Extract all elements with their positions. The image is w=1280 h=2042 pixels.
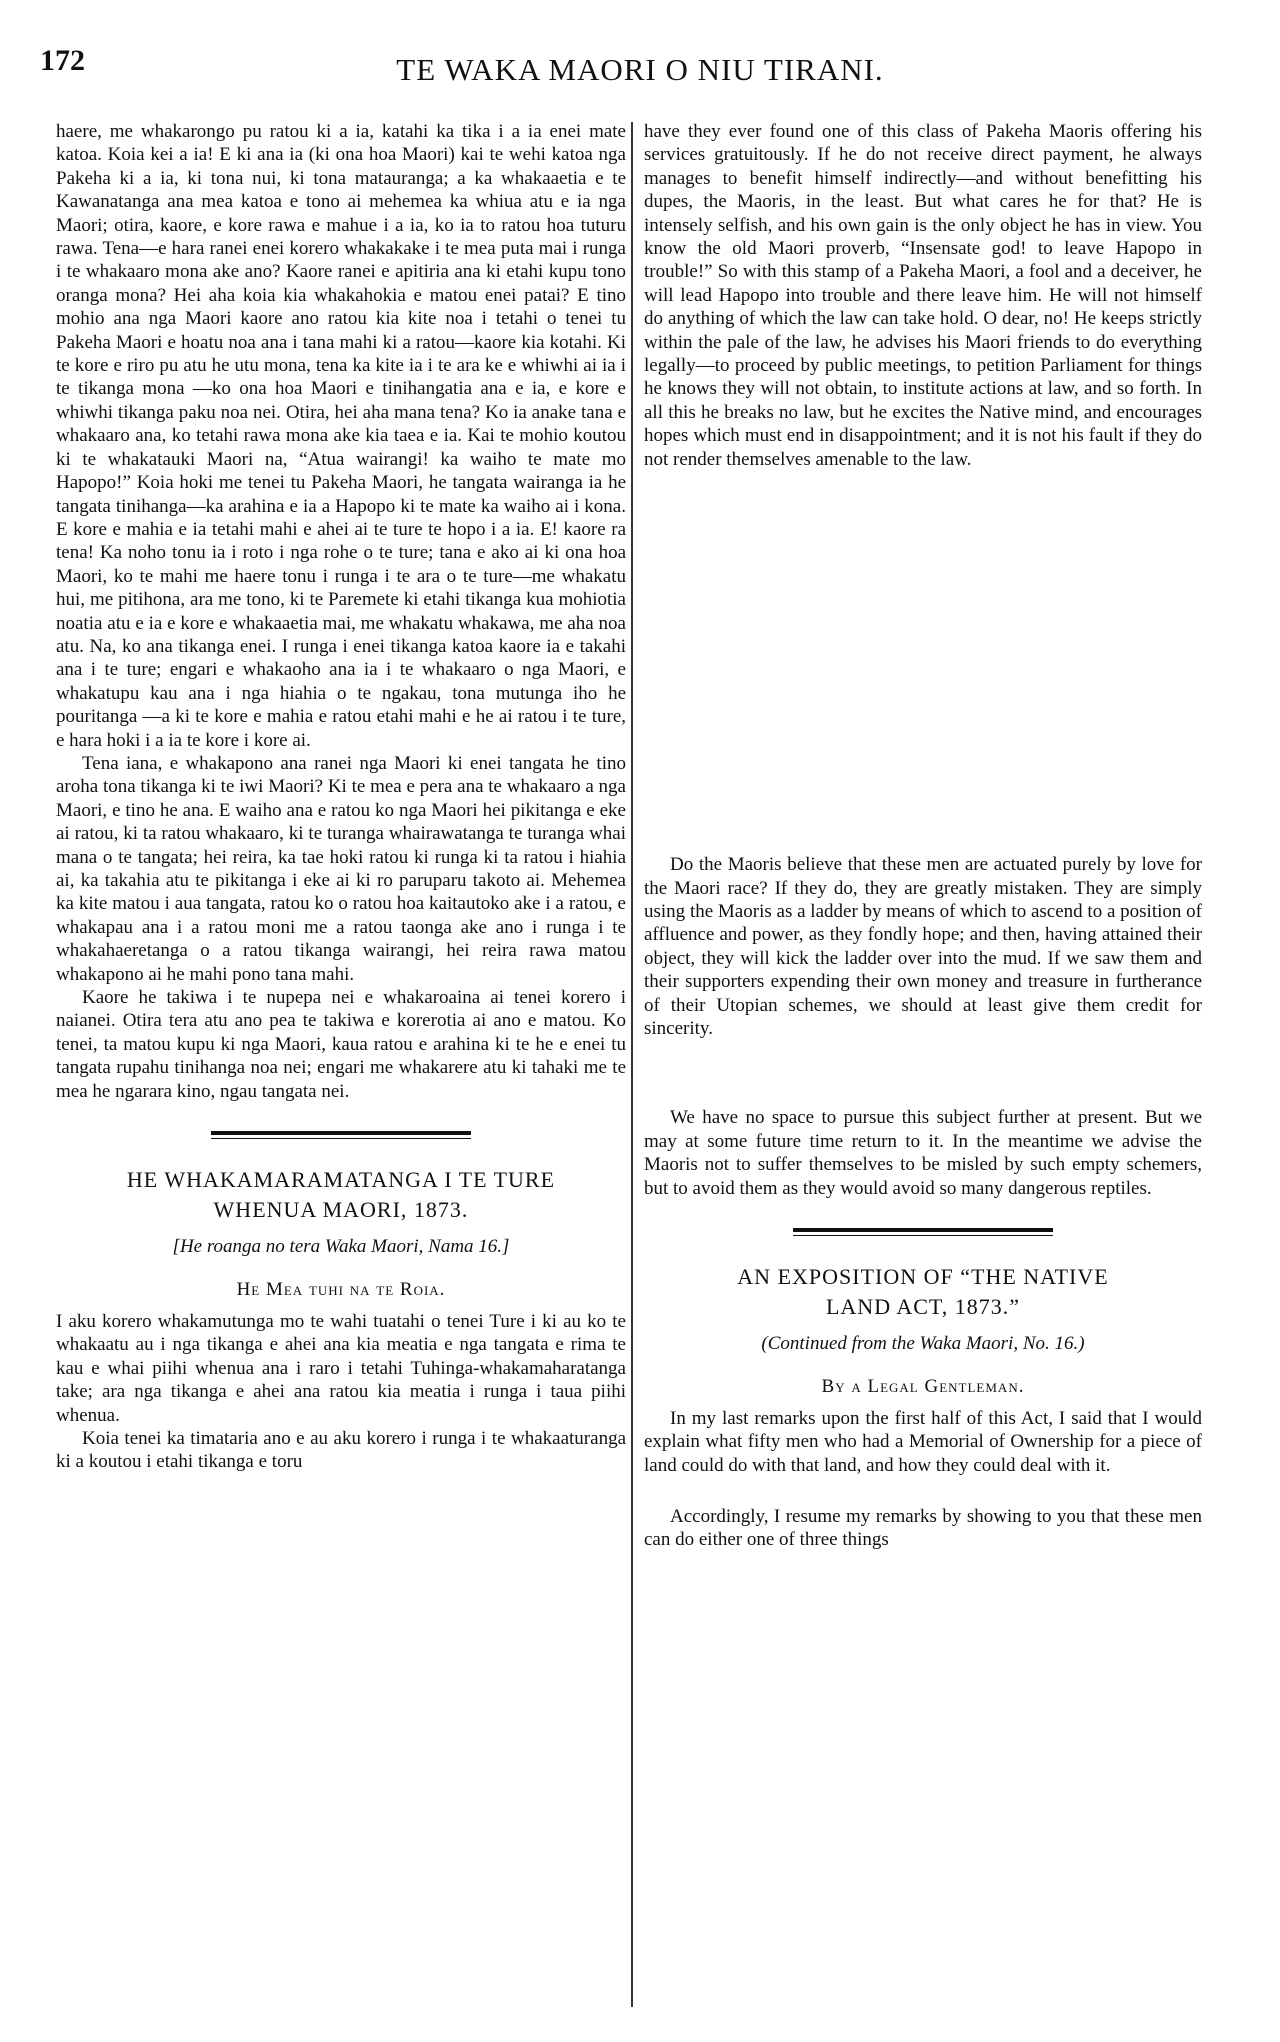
left-paragraph-1: haere, me whakarongo pu ratou ki a ia, katahi ka tika i a ia enei mate katoa. Koia kei a ia! E ki ana ia (ki ona hoa Maori) kai te wehi katoa nga Pakeha ki a ia, ki tona nui, ki tona matauranga; a ka whakaaetia e te Kawanatanga ana mea katoa e tono ai mehemea ka whiua atu e ia nga Maori; otira, kaore, e kore rawa e mahue i a ia, ko ia to ratou hoa tuturu rawa. Tena—e hara ranei enei korero whakakake i te mea puta mai i runga i te whakaaro mona ake ano? Kaore ranei e apitiria ana ki etahi kupu tono oranga mona? Hei aha koia kia whakahokia e matou enei patai? E tino mohio ana nga Maori kaore ano ratou kia kite noa i tetahi o tenei tu Pakeha Maori e hoatu noa ana i tana mahi ki a ratou—kaore kia kotahi. Ki te kore e riro pu atu he utu mona, tena ka kite ia i te ara ke e whiwhi ai ia i te tikanga mona —ko ona hoa Maori e tinihangatia ana e ia, e kore e whiwhi tikanga paku noa nei. Otira, hei aha mana tena? Ko ia anake tana e whakaaro ana, ko tetahi rawa mona ake kia taea e ia. Kai te mohio koutou ki te whakatauki Maori na, “Atua wairangi! ka waiho te mate mo Hapopo!” Koia hoki me tenei tu Pakeha Maori, he tangata wairanga ia he tangata tinihanga—ka arahina e ia a Hapopo ki te mate ka waiho ai i kona. E kore e mahia e ia tetahi mahi e ahei ai te ture te hopo i a ia. E! kaore ra tena! Ka noho tonu ia i roto i nga rohe o te ture; tana e ako ai ki ona hoa Maori, ko te mahi me haere tonu i runga i te ara o te ture—me whakatu hui, me pitihona, ara me tono, ki te Paremete ki etahi tikanga kua mohiotia noatia atu e ia e kore e whakaaetia mai, me whakatu whakawa, me aha noa atu. Na, ko ana tikanga enei. I runga i enei tikanga katoa kaore ia e takahi ana i te ture; engari e whakaoho ana ia i te whakaaro o nga Maori, e whakatupu kau ana i nga hiahia o te ngakau, tona mutunga iho he pouritanga —a ki te kore e mahia e ratou etahi mahi e he ai ratou i te ture, e hara hoki i a ia te kore i kore ai. bbox=[56, 121, 626, 751]
right-section-title-line-2: LAND ACT, 1873.” bbox=[825, 1293, 1021, 1319]
page-number: 172 bbox=[40, 44, 85, 77]
right-section-title-line-1: AN EXPOSITION OF “THE NATIVE bbox=[737, 1263, 1109, 1289]
right-paragraph-3: We have no space to pursue this subject further at present. But we may at some future time return to it. In the meantime we advise the Maoris not to suffer themselves to be misled by such empty schemers, but to avoid them as they would avoid so many dangerous reptiles. bbox=[644, 1107, 1202, 1199]
right-column bbox=[644, 120, 1202, 1552]
right-blank-space-2 bbox=[644, 1040, 1202, 1106]
left-section-title-line-2: WHENUA MAORI, 1873. bbox=[213, 1197, 469, 1223]
left-paragraph-3: Kaore he takiwa i te nupepa nei e whakaroaina ai tenei korero i naianei. Otira tera atu ano pea te takiwa e korerotia ai ano e matou. Ko tenei, ta matou kupu ki nga Maori, kaua ratou e arahina ki te he e enei tu tangata rupahu tinihanga noa nei; engari me whakarere atu ki tahaki me te mea he ngarara kino, ngau tangata nei. bbox=[56, 987, 626, 1102]
right-section-subtitle: (Continued from the Waka Maori, No. 16.) bbox=[761, 1332, 1085, 1354]
right-section-byline: By a Legal Gentleman. bbox=[821, 1376, 1025, 1398]
left-section-divider bbox=[211, 1131, 471, 1139]
right-section-paragraph-1: In my last remarks upon the first half of this Act, I said that I would explain what fifty men who had a Memorial of Ownership for a piece of land could do with that land, and how they could deal with it. bbox=[644, 1407, 1202, 1476]
right-blank-space-1 bbox=[644, 471, 1202, 853]
right-blank-space-3 bbox=[644, 1477, 1202, 1505]
left-section-paragraph-1: I aku korero whakamutunga mo te wahi tuatahi o tenei Ture i ki au ko te whakaatu au i nga tikanga e ahei ana kia meatia e nga tangata e rima te kau e whai piihi whenua ana i raro i tetahi Tuhinga-whakamaharatanga take; ara nga tikanga e ahei ana ratou kia meatia i runga i taua piihi whenua. bbox=[56, 1310, 626, 1426]
right-paragraph-2: Do the Maoris believe that these men are actuated purely by love for the Maori race? If they do, they are greatly mistaken. They are simply using the Maoris as a ladder by means of which to ascend to a position of affluence and power, as they fondly hope; and then, having attained their object, they will kick the ladder over into the mud. If we saw them and their supporters expending their own money and treasure in furtherance of their Utopian schemes, we should at least give them credit for sincerity. bbox=[644, 854, 1202, 1039]
left-section-subtitle: [He roanga no tera Waka Maori, Nama 16.] bbox=[172, 1236, 510, 1258]
right-paragraph-1: have they ever found one of this class of Pakeha Maoris offering his services gratuitously. If he do not receive direct payment, he always manages to benefit himself indirectly—and without benefitting his dupes, the Maoris, in the least. But what cares he for that? He is intensely selfish, and his own gain is the only object he has in view. You know the old Maori proverb, “Insensate god! to leave Hapopo in trouble!” So with this stamp of a Pakeha Maori, a fool and a deceiver, he will lead Hapopo into trouble and there leave him. He will not himself do anything of which the law can take hold. O dear, no! He keeps strictly within the pale of the law, he advises his Maori friends to do everything legally—to proceed by public meetings, to petition Parliament for things he knows they will not obtain, to institute actions at law, and so forth. In all this he breaks no law, but he excites the Native mind, and encourages hopes which must end in disappointment; and it is not his fault if they do not render themselves amenable to the law. bbox=[644, 121, 1202, 470]
right-section-divider bbox=[793, 1228, 1053, 1236]
page-header-title: TE WAKA MAORI O NIU TIRANI. bbox=[396, 52, 884, 87]
left-section-title bbox=[56, 1165, 626, 1225]
left-paragraph-2: Tena iana, e whakapono ana ranei nga Maori ki enei tangata he tino aroha tona tikanga ki te iwi Maori? Ki te mea e pera ana te whakaaro a nga Maori, e tino he ana. E waiho ana e ratou ko nga Maori hei pikitanga e eke ai ratou, ki ta ratou whakaaro, ki te turanga whairawatanga te turanga whai mana o te tangata; hei reira, ka tae hoki ratou ki runga ki ta ratou i hiahia ai, ka takahia atu te pikitanga i eke ai ki ro paruparu takoto ai. Mehemea ka kite matou i aua tangata, ratou ko o ratou hoa kaitautoko ake i a ratou, e whakapau ana i a ratou moni me a ratou taonga ake ano i runga i te whakahaeretanga o a ratou tikanga wairangi, hei reira rawa matou whakapono ai he mahi pono tana mahi. bbox=[56, 752, 626, 985]
left-column bbox=[56, 120, 626, 1474]
left-section-title-line-1: HE WHAKAMARAMATANGA I TE TURE bbox=[126, 1167, 556, 1193]
left-section-byline: He Mea tuhi na te Roia. bbox=[236, 1279, 446, 1301]
left-section-paragraph-2: Koia tenei ka timataria ano e au aku korero i runga i te whakaaturanga ki a koutou i etahi tikanga e toru bbox=[56, 1427, 626, 1473]
column-divider bbox=[631, 122, 633, 2007]
right-section-paragraph-2: Accordingly, I resume my remarks by showing to you that these men can do either one of three things bbox=[644, 1506, 1202, 1551]
right-section-title bbox=[644, 1262, 1202, 1322]
